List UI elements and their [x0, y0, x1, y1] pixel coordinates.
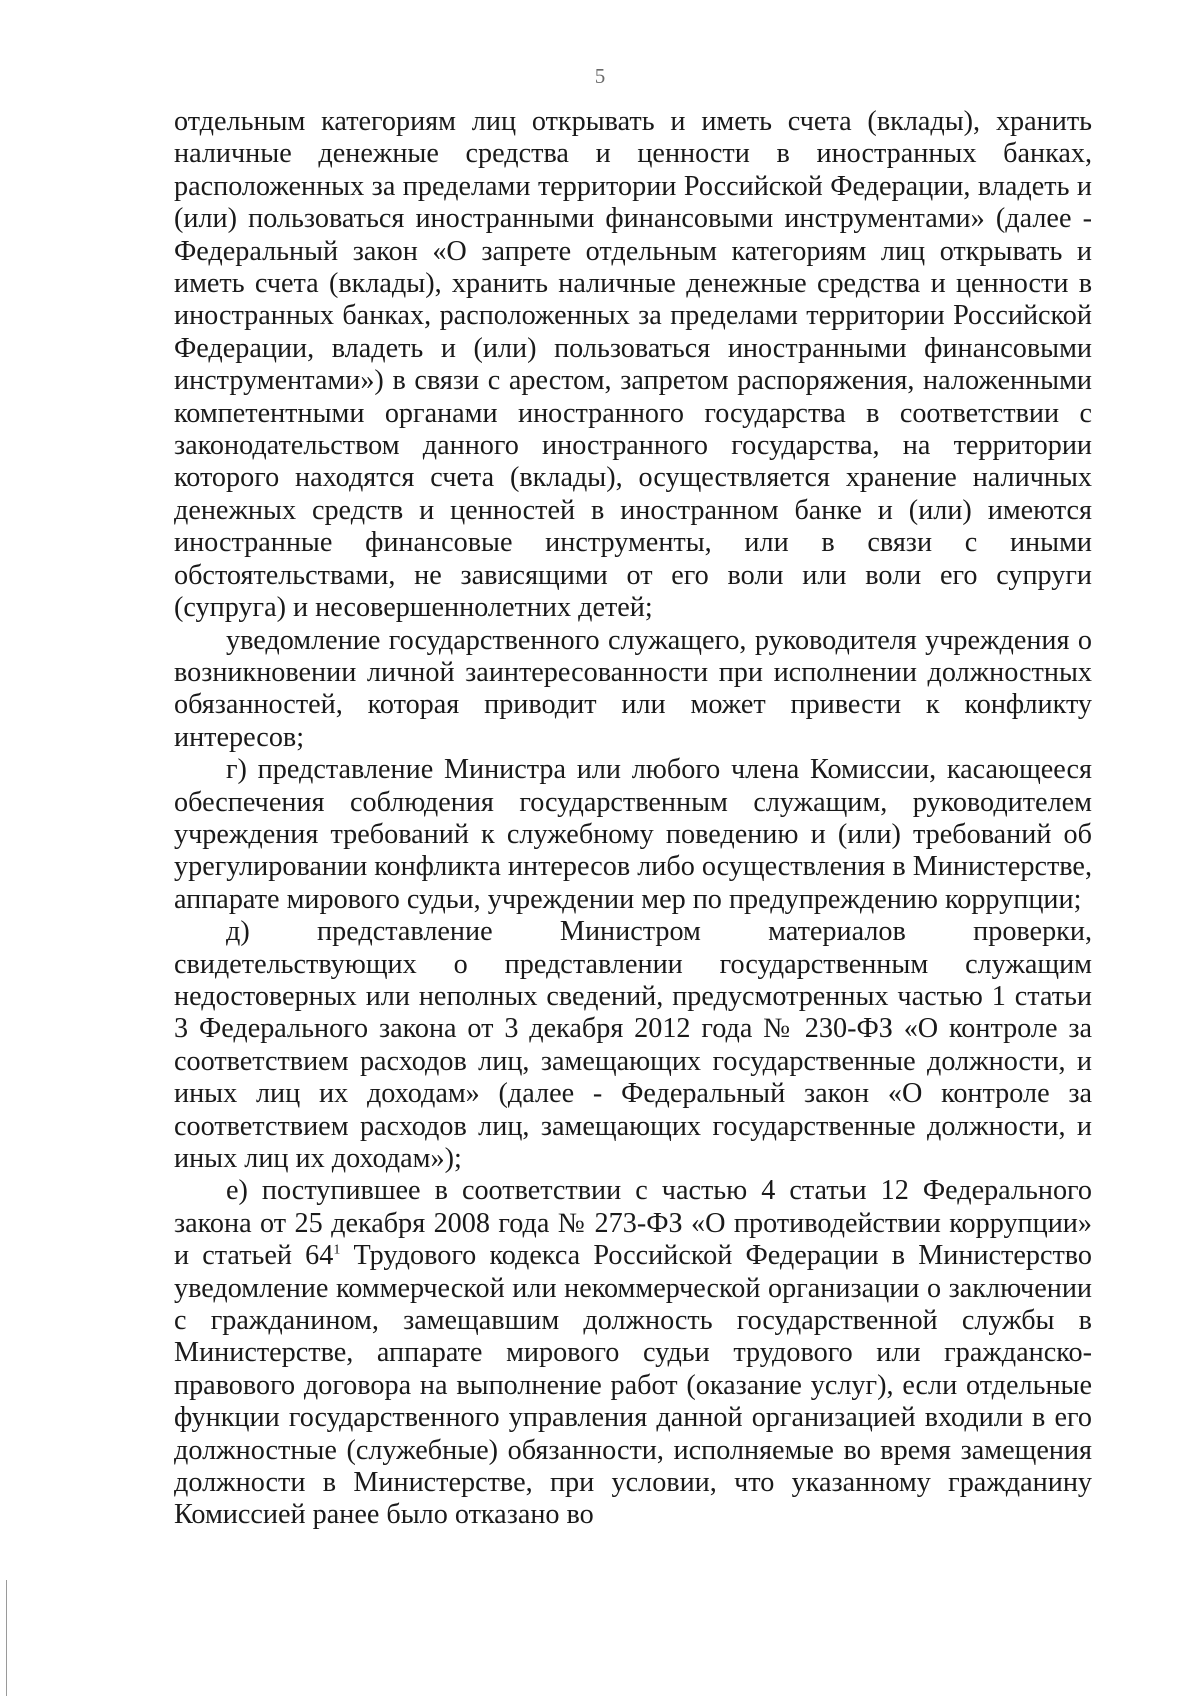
paragraph-item-g: г) представление Министра или любого члена Комиссии, касающееся обеспечения соблюдения государственным служащим, руководителем учреждения требований к служебному поведению и (или) требований об урегулировании конфликта интересов либо осуществления в Министерстве, аппарате мирового судьи, учреждении мер по предупреждению коррупции; [174, 754, 1092, 915]
paragraph-continuation: отдельным категориям лиц открывать и иметь счета (вклады), хранить наличные денежные средства и ценности в иностранных банках, расположенных за пределами территории Российской Федерации, владеть и (или) пользоваться иностранными финансовыми инструментами» (далее - Федеральный закон «О запрете отдельным категориям лиц открывать и иметь счета (вклады), хранить наличные денежные средства и ценности в иностранных банках, расположенных за пределами территории Российской Федерации, владеть и (или) пользоваться иностранными финансовыми инструментами») в связи с арестом, запретом распоряжения, наложенными компетентными органами иностранного государства в соответствии с законодательством данного иностранного государства, на территории которого находятся счета (вклады), осуществляется хранение наличных денежных средств и ценностей в иностранном банке и (или) имеются иностранные финансовые инструменты, или в связи с иными обстоятельствами, не зависящими от его воли или воли его супруги (супруга) и несовершеннолетних детей; [174, 106, 1092, 624]
scan-margin-line [6, 1580, 7, 1696]
page-number: 5 [594, 64, 606, 88]
paragraph-item-e [174, 1175, 1092, 1531]
document-body [174, 106, 1092, 1532]
paragraph-item-e-part-2: Трудового кодекса Российской Федерации в Министерство уведомление коммерческой или некоммерческой организации о заключении с гражданином, замещавшим должность государственной службы в Министерстве, аппарате мирового судьи трудового или гражданско-правового договора на выполнение работ (оказание услуг), если отдельные функции государственного управления данной организацией входили в его должностные (служебные) обязанности, исполняемые во время замещения должности в Министерстве, при условии, что указанному гражданину Комиссией ранее было отказано во [174, 1240, 1092, 1531]
article-superscript: 1 [333, 1242, 341, 1258]
paragraph-item-d: д) представление Министром материалов проверки, свидетельствующих о представлении государственным служащим недостоверных или неполных сведений, предусмотренных частью 1 статьи 3 Федерального закона от 3 декабря 2012 года № 230-ФЗ «О контроле за соответствием расходов лиц, замещающих государственные должности, и иных лиц их доходам» (далее - Федеральный закон «О контроле за соответствием расходов лиц, замещающих государственные должности, и иных лиц их доходам»); [174, 916, 1092, 1174]
paragraph-item-e-part-1: е) поступившее в соответствии с частью 4 статьи 12 Федерального закона от 25 декабря 2008 года № 273-ФЗ «О противодействии коррупции» и статьей 64 [174, 1175, 1092, 1272]
paragraph-notification: уведомление государственного служащего, руководителя учреждения о возникновении личной заинтересованности при исполнении должностных обязанностей, которая приводит или может привести к конфликту интересов; [174, 624, 1092, 753]
